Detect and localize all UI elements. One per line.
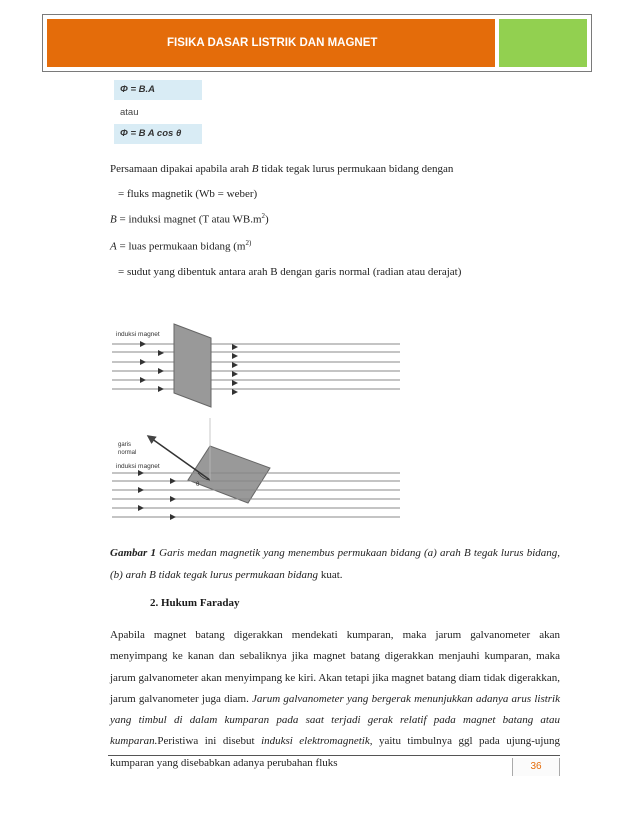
figure-b-normal-label-2: normal [118, 450, 137, 456]
para-part-4: induksi elektromagnetik, [261, 735, 373, 748]
line-luas [110, 239, 251, 253]
line-3-var: B [110, 213, 117, 226]
figure-caption [110, 542, 560, 586]
para-part-1: Apabila magnet batang digerakkan mendekati kumparan, maka jarum galvanometer akan menyimpang ke kanan dan sebaliknya jika magnet batang digerakkan menjauhi kumparan, maka jarum galvanometer akan menyimpang ke kiri. Akan tetapi jika magnet batang diam tidak digerakkan, jarum galvanometer juga diam. [110, 629, 560, 705]
body-paragraph [110, 615, 560, 774]
figure-a-label: induksi magnet [116, 331, 160, 338]
page-number: 36 [512, 758, 560, 776]
section-heading: 2. Hukum Faraday [150, 597, 240, 609]
para-part-5: yaitu timbulnya ggl pada ujung-ujung kumparan yang disebabkan adanya perubahan fluks [110, 735, 560, 769]
figure-b [112, 418, 400, 520]
line-1-post: tidak tegak lurus permukaan bidang dengan [258, 163, 454, 175]
figure-a [112, 324, 400, 407]
caption-text: Garis medan magnetik yang menembus permukaan bidang (a) arah B tegak lurus bidang, (b) arah B tidak tegak lurus permukaan bidang [110, 547, 561, 581]
line-persamaan [110, 163, 453, 175]
formula-atau: atau [120, 107, 139, 118]
magnetic-flux-figure [110, 318, 410, 528]
formula-image [114, 80, 206, 146]
formula-2: Φ = B A cos θ [120, 128, 182, 139]
line-1-pre: Persamaan dipakai apabila arah [110, 163, 252, 175]
caption-end: kuat. [318, 569, 343, 581]
caption-label: Gambar 1 [110, 547, 156, 559]
para-part-2: Jarum galvanometer yang bergerak menunjukkan adanya arus listrik yang timbul di dalam kumparan pada saat terjadi gerak relatif pada magnet batang atau kumparan. [110, 692, 560, 748]
line-3-end: ) [265, 213, 269, 226]
figure-b-theta: θ [196, 482, 200, 488]
line-sudut: = sudut yang dibentuk antara arah B dengan garis normal (radian atau derajat) [118, 266, 462, 278]
footer-divider [108, 755, 560, 756]
figure-b-label: induksi magnet [116, 463, 160, 470]
formula-bar-2 [114, 124, 202, 144]
header-title: FISIKA DASAR LISTRIK DAN MAGNET [47, 19, 495, 67]
para-part-3: Peristiwa ini disebut [157, 735, 262, 748]
header-accent [499, 19, 587, 67]
line-4-text: = luas permukaan bidang (m [116, 240, 246, 253]
line-induksi [110, 212, 269, 226]
line-fluks: = fluks magnetik (Wb = weber) [118, 188, 258, 200]
line-3-text: = induksi magnet (T atau WB.m [116, 213, 262, 226]
figure-b-normal-label-1: garis [118, 442, 132, 448]
line-4-var: A [110, 240, 117, 253]
formula-bar-1 [114, 80, 202, 100]
line-3-sup: 2 [261, 212, 266, 220]
formula-1: Φ = B.A [120, 84, 155, 95]
line-4-sup: 2) [245, 239, 252, 247]
page-header [42, 14, 592, 72]
line-1-var: B [251, 163, 259, 175]
